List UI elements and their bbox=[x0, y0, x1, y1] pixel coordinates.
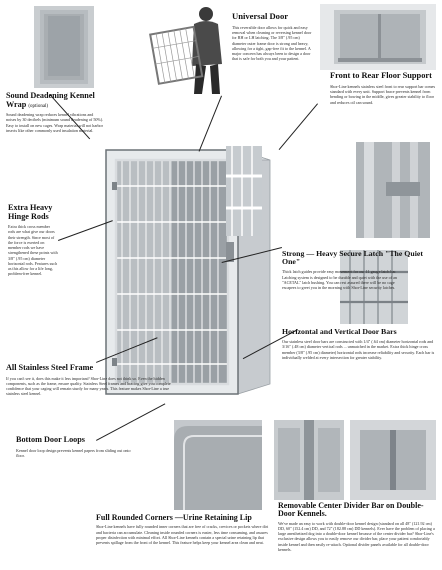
front-rear-section bbox=[330, 72, 436, 105]
bars-section bbox=[282, 328, 436, 360]
latch-body: Thick latch guides provide easy movement for our 11 gauge latch bar. Latching system is designed to be durable and quiet with the use of an "ACETAL" latch bushing. You can rest assured there will be no cage escapees to greet you in the morning with Shor-Line security latches. bbox=[282, 269, 397, 291]
sound-title bbox=[6, 92, 104, 109]
hinge-detail-photo bbox=[226, 146, 262, 236]
bars-title: Horizontal and Vertical Door Bars bbox=[282, 327, 397, 336]
latch-title: Strong — Heavy Secure Latch "The Quiet One" bbox=[282, 249, 423, 267]
bars-body: Our stainless steel door bars are constructed with 1/4" (.64 cm) diameter horizontal rods and 3/16" (.48 cm) diameter vertical rods ... unmatched in the market. Extra thick hinge cross member (3/8" (.95 cm) diameter) horizontal rods increase reliability and security. Each bar is individually welded at every intersection for greater stability. bbox=[282, 339, 435, 360]
corners-section bbox=[96, 514, 274, 545]
hinge-title: Extra Heavy Hinge Rods bbox=[8, 203, 53, 221]
divider-title: Removable Center Divider Bar on Double-Door Kennels. bbox=[278, 501, 424, 519]
loops-body: Kennel door loop design prevents kennel papers from sliding out onto floor. bbox=[16, 447, 131, 458]
universal-door-photo bbox=[148, 4, 230, 96]
hinge-section bbox=[8, 204, 58, 277]
universal-door-title: Universal Door bbox=[232, 11, 289, 21]
corners-title: Full Rounded Corners —Urine Retaining Lip bbox=[96, 513, 252, 522]
sound-body: Sound deadening wrap reduces kennel vibrations and noises by 30 decibels (minimum sound deadening of 50%). Easy to install on new cages. Wrap material will not harbor insects like other commonly used insulation material. bbox=[6, 112, 104, 133]
universal-door-body: This reversible door allows for quick and easy removal when cleaning or reversing kennel door for RH or LH latching. The 3/8" (.95 cm) diameter outer frame door is strong and heavy, allowing for a tight, gap-free fit to the kennel. A major concern has always been to design a door that is safe for both you and your patient. bbox=[232, 25, 312, 62]
sound-section bbox=[6, 92, 104, 133]
divider-body: We've made an easy to work with double-door kennel design (standard on all 48" (121.92 cm) DD, 60" (152.4 cm) DD, and 72" (182.88 cm) DD kennels). Ever have the problem of placing a large anesthetized dog into a double-door kennel because of the center divider bar? Shor-Line's exclusive design allows you to easily remove our divider bar, place your patient comfortably inside kennel and then easily re-attach. Optional divider panels available for all double-door kennels. bbox=[278, 520, 435, 552]
front-rear-title: Front to Rear Floor Support bbox=[330, 71, 432, 80]
frame-section bbox=[6, 364, 172, 397]
divider-bar-photo bbox=[274, 420, 344, 500]
rounded-corners-photo bbox=[174, 420, 262, 510]
frame-body: If you can't see it, does this make it less important? Shor-Line does not think so. Even the hidden components, such as the frame, ensure quality. Stainless Steel frames and bracing give you complete confidence that your caging will remain sturdy for many years. This feature makes Shor-Line a true stainless steel kennel. bbox=[6, 375, 171, 397]
corners-body: Shor-Line kennels have fully rounded inner corners that are free of cracks, crevices or pockets where dirt and bacteria can accumulate. Cleaning inside rounded corners is easier, less time consuming, and assures proper disinfection with minimal effort. All Shor-Line kennels contain a special urine retaining lip that prevents spillage from the front of the kennel. This feature helps keep your kennel area clean and neat. bbox=[96, 524, 269, 546]
loops-title: Bottom Door Loops bbox=[16, 435, 85, 444]
divider-section bbox=[278, 502, 436, 552]
loops-section bbox=[16, 436, 134, 458]
leader-line bbox=[279, 103, 318, 149]
frame-title: All Stainless Steel Frame bbox=[6, 363, 94, 372]
sound-wrap-photo bbox=[34, 6, 94, 88]
universal-door-section bbox=[232, 12, 312, 62]
leader-line bbox=[199, 96, 222, 152]
hinge-body: Extra thick cross member rods are what give our doors their strength. Since most of the force is exerted on member rods we have strengthened these points with 3/8" (.95 cm) diameter horizontal rods. Features such as this allow for a life long, problem-free kennel. bbox=[8, 224, 58, 277]
latch-detail-photo bbox=[356, 142, 430, 238]
sound-subtitle: (optional) bbox=[28, 103, 49, 109]
sound-title-text: Sound Deadening Kennel Wrap bbox=[6, 91, 95, 109]
divider-bar-detail-photo bbox=[350, 420, 436, 500]
latch-section bbox=[282, 250, 436, 290]
front-rear-body: Shor-Line kennels stainless steel front to rear support bar comes standard with every unit. Support brace prevents kennel from bending or bowing in the middle, gives greater stability to floor and reduces oil can sound. bbox=[330, 83, 436, 105]
floor-support-photo bbox=[320, 4, 436, 70]
